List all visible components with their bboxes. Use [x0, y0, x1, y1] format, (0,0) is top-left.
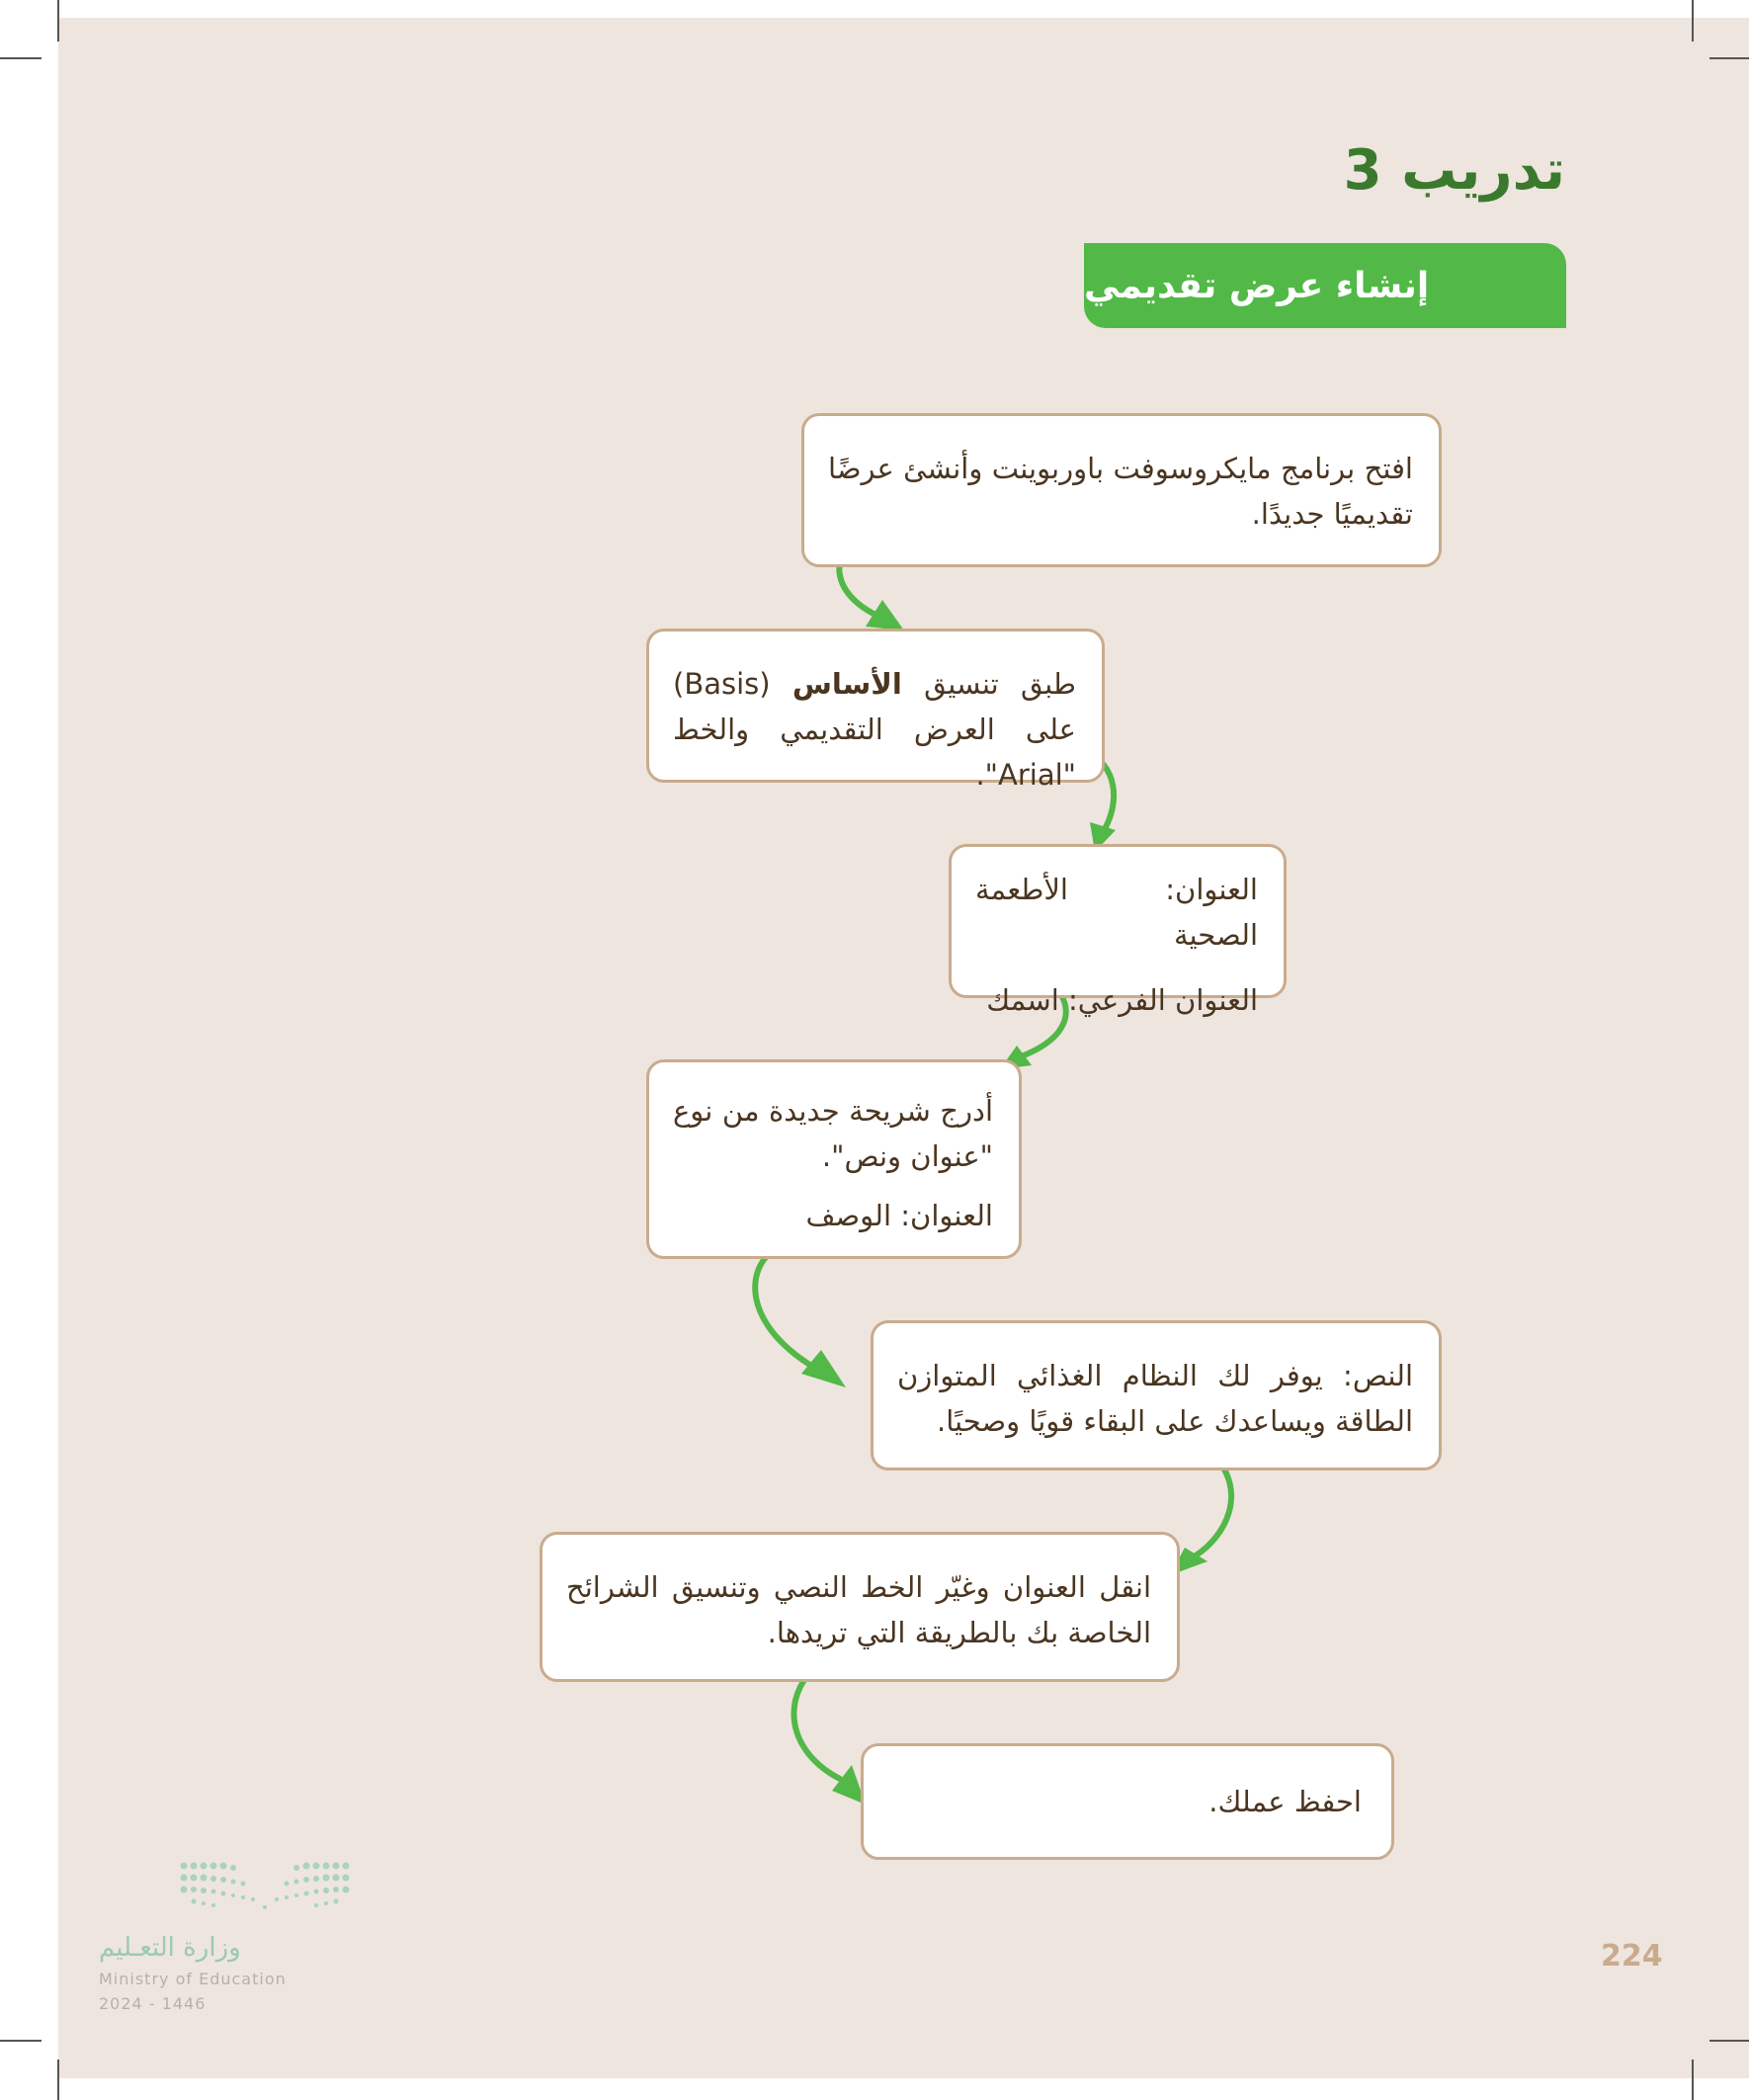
step-box-4	[646, 1059, 1022, 1259]
step-text-pre: طبق تنسيق	[901, 667, 1076, 701]
edition-year: 2024 - 1446	[99, 1994, 207, 2013]
step-text: العنوان: الوصف	[805, 1199, 993, 1232]
step-text: انقل العنوان وغيّر الخط النصي وتنسيق الشرائح الخاصة بك بالطريقة التي تريدها.	[566, 1570, 1151, 1649]
step-box-5	[871, 1320, 1442, 1470]
ministry-name-en: Ministry of Education	[99, 1970, 287, 1988]
step-text: احفظ عملك.	[1208, 1785, 1362, 1818]
flow-arrowhead	[801, 1350, 846, 1387]
step-text-post: (Basis) على العرض التقديمي والخط "Arial".	[673, 667, 1076, 792]
ministry-name-ar: وزارة التعـليم	[99, 1933, 241, 1963]
step-text: العنوان: الأطعمة الصحية	[975, 873, 1258, 952]
ministry-logo	[178, 1858, 356, 1917]
page-number: 224	[1601, 1939, 1663, 1974]
step-box-3	[949, 844, 1287, 1017]
step-box-6	[540, 1532, 1180, 1682]
step-text: أدرج شريحة جديدة من نوع "عنوان ونص".	[673, 1094, 993, 1173]
step-text: النص: يوفر لك النظام الغذائي المتوازن الطاقة ويساعدك على البقاء قويًا وصحيًا.	[897, 1359, 1413, 1438]
step-box-2	[646, 629, 1105, 792]
section-banner-label: إنشاء عرض تقديمي	[1084, 265, 1430, 306]
step-box-1	[801, 413, 1442, 567]
exercise-title: تدريب 3	[1343, 138, 1565, 203]
step-text: العنوان الفرعي: اسمك	[986, 983, 1258, 1017]
step-box-7	[861, 1743, 1394, 1860]
step-text	[673, 661, 1076, 798]
flow-arrow	[755, 1243, 808, 1364]
step-text: افتح برنامج مايكروسوفت باوربوينت وأنشئ عرضًا تقديميًا جديدًا.	[828, 452, 1413, 531]
step-text-bold: الأساس	[791, 667, 902, 701]
